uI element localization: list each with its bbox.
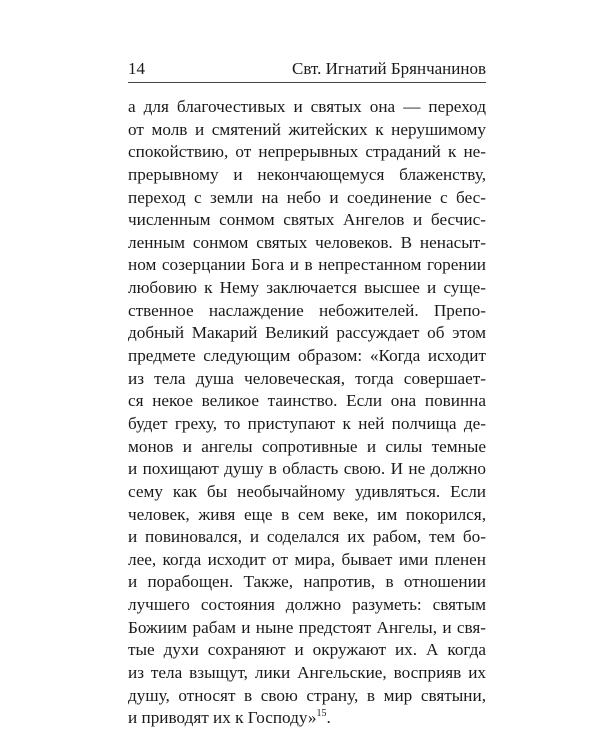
- text-line: прерывному и некончающемуся блаженству,: [128, 164, 486, 184]
- text-line: будет греху, то приступают к ней полчища де-: [128, 413, 486, 433]
- last-text-line: [128, 707, 486, 730]
- text-line: добный Макарий Великий рассуждает об этом: [128, 323, 486, 343]
- text-line: монов и ангелы сопротивные и силы темные: [128, 436, 486, 456]
- text-line: а для благочестивых и святых она — переход: [128, 97, 486, 116]
- text-line: любовию к Нему заключается высшее и суще-: [128, 278, 486, 298]
- final-punctuation: .: [326, 708, 331, 728]
- header-rule: [128, 82, 486, 83]
- body-text: [128, 96, 486, 730]
- text-line: и повиновался, и соделался их рабом, тем бо-: [128, 527, 486, 547]
- text-line: спокойствию, от непрерывных страданий к не-: [128, 142, 486, 162]
- text-line: и порабощен. Также, напротив, в отношении: [128, 572, 486, 592]
- text-line: и похищают душу в область свою. И не должно: [128, 459, 486, 479]
- text-line: человек, живя еще в сем веке, им покорился,: [128, 504, 486, 524]
- footnote-ref[interactable]: 15: [316, 708, 327, 720]
- text-line: переход с земли на небо и соединение с бес-: [128, 187, 486, 207]
- text-line: тые духи сохраняют и окружают их. А когда: [128, 640, 486, 660]
- text-line: лее, когда исходит от мира, бывает ими пленен: [128, 549, 486, 569]
- text-line: из тела душа человеческая, тогда совершает-: [128, 368, 486, 388]
- text-line: лучшего состояния должно разуметь: святым: [128, 595, 486, 615]
- text-line: ственное наслаждение небожителей. Препо-: [128, 300, 486, 320]
- text-line: численным сонмом святых Ангелов и бесчис-: [128, 210, 486, 230]
- text-line: сему как бы необычайному удивляться. Если: [128, 481, 486, 501]
- last-line-text: и приводят их к Господу»: [128, 708, 317, 728]
- text-line: ленным сонмом святых человеков. В ненасыт-: [128, 232, 486, 252]
- text-line: ном созерцании Бога и в непрестанном горении: [128, 255, 486, 275]
- page-number: 14: [128, 59, 145, 78]
- text-line: предмете следующим образом: «Когда исходит: [128, 346, 486, 366]
- text-line: ся некое великое таинство. Если она повинна: [128, 391, 486, 411]
- text-line: из тела взыщут, лики Ангельские, восприяв их: [128, 663, 486, 683]
- text-line: душу, относят в свою страну, в мир святыни,: [128, 685, 486, 705]
- book-title: Свт. Игнатий Брянчанинов: [291, 59, 486, 78]
- running-head: [128, 58, 486, 80]
- text-line: от молв и смятений житейских к нерушимому: [128, 119, 486, 139]
- text-line: Божиим рабам и ныне предстоят Ангелы, и свя-: [128, 617, 486, 637]
